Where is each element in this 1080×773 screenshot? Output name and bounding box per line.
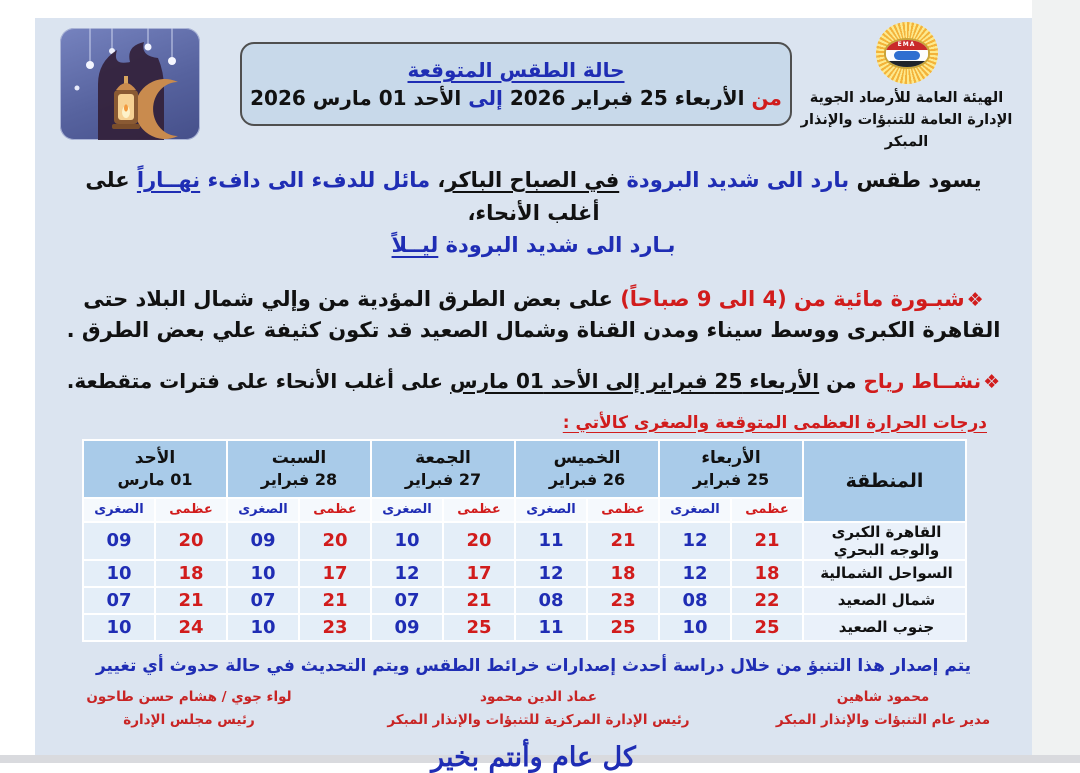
min-temp-cell: 09 bbox=[371, 614, 443, 641]
region-column-header: المنطقة bbox=[803, 440, 966, 522]
signature-block bbox=[758, 686, 1008, 732]
ramadan-lantern-image bbox=[60, 28, 200, 140]
min-temp-cell: 08 bbox=[515, 587, 587, 614]
min-temp-cell: 09 bbox=[83, 522, 155, 560]
min-temp-cell: 12 bbox=[659, 522, 731, 560]
max-temp-cell: 20 bbox=[443, 522, 515, 560]
min-label: الصغرى bbox=[227, 498, 299, 522]
day-header: الجمعة 27 فبراير bbox=[371, 440, 515, 498]
authority-line1: الهيئة العامة للأرصاد الجوية bbox=[799, 88, 1014, 110]
day-header: السبت 28 فبراير bbox=[227, 440, 371, 498]
lantern-illustration bbox=[60, 28, 200, 140]
max-label: عظمى bbox=[443, 498, 515, 522]
max-temp-cell: 20 bbox=[299, 522, 371, 560]
max-temp-cell: 25 bbox=[587, 614, 659, 641]
max-temp-cell: 18 bbox=[155, 560, 227, 587]
max-temp-cell: 21 bbox=[443, 587, 515, 614]
min-label: الصغرى bbox=[83, 498, 155, 522]
region-cell: القاهرة الكبرى والوجه البحري bbox=[803, 522, 966, 560]
page-margin-right bbox=[1032, 0, 1080, 763]
max-temp-cell: 21 bbox=[155, 587, 227, 614]
day-header: الأربعاء 25 فبراير bbox=[659, 440, 803, 498]
min-temp-cell: 11 bbox=[515, 522, 587, 560]
table-row bbox=[83, 560, 966, 587]
region-cell: جنوب الصعيد bbox=[803, 614, 966, 641]
day-header: الأحد 01 مارس bbox=[83, 440, 227, 498]
weather-bulletin bbox=[35, 18, 1032, 755]
region-cell: شمال الصعيد bbox=[803, 587, 966, 614]
max-label: عظمى bbox=[587, 498, 659, 522]
min-temp-cell: 10 bbox=[83, 614, 155, 641]
max-temp-cell: 18 bbox=[587, 560, 659, 587]
max-temp-cell: 17 bbox=[443, 560, 515, 587]
max-temp-cell: 21 bbox=[299, 587, 371, 614]
min-temp-cell: 10 bbox=[227, 560, 299, 587]
forecast-note: يتم إصدار هذا التنبؤ من خلال دراسة أحدث إصدارات خرائط الطقس ويتم التحديث في حالة حدوث أي تغيير bbox=[35, 656, 1032, 676]
signature-block bbox=[369, 686, 709, 732]
wind-warning: ❖نشــاط رياح من الأربعاء 25 فبراير إلى الأحد 01 مارس على أغلب الأنحاء على فترات متقطعة. bbox=[53, 369, 1014, 393]
max-temp-cell: 25 bbox=[443, 614, 515, 641]
signature-title: رئيس مجلس الإدارة bbox=[59, 709, 319, 732]
min-temp-cell: 08 bbox=[659, 587, 731, 614]
diamond-bullet-icon: ❖ bbox=[967, 289, 984, 311]
bulletin-date-range: من الأربعاء 25 فبراير 2026 إلى الأحد 01 مارس 2026 bbox=[250, 86, 782, 110]
max-temp-cell: 21 bbox=[587, 522, 659, 560]
signature-title: رئيس الإدارة المركزية للتنبؤات والإنذار المبكر bbox=[369, 709, 709, 732]
ema-logo bbox=[876, 22, 938, 84]
table-row bbox=[83, 522, 966, 560]
signatures bbox=[59, 686, 1008, 732]
min-temp-cell: 11 bbox=[515, 614, 587, 641]
min-temp-cell: 12 bbox=[371, 560, 443, 587]
max-temp-cell: 25 bbox=[731, 614, 803, 641]
bulletin-title: حالة الطقس المتوقعة bbox=[408, 58, 625, 82]
ema-logo-text: EMA bbox=[886, 40, 928, 50]
min-temp-cell: 10 bbox=[227, 614, 299, 641]
greeting-text: كل عام وأنتم بخير bbox=[35, 742, 1032, 773]
authority-brand bbox=[799, 22, 1014, 153]
authority-name bbox=[799, 88, 1014, 153]
min-temp-cell: 10 bbox=[371, 522, 443, 560]
max-temp-cell: 18 bbox=[731, 560, 803, 587]
temperature-table bbox=[82, 439, 967, 642]
signature-name: عماد الدين محمود bbox=[369, 686, 709, 709]
max-label: عظمى bbox=[731, 498, 803, 522]
bulletin-header bbox=[35, 18, 1032, 148]
authority-line2: الإدارة العامة للتنبؤات والإنذار المبكر bbox=[799, 110, 1014, 154]
min-temp-cell: 07 bbox=[371, 587, 443, 614]
day-header: الخميس 26 فبراير bbox=[515, 440, 659, 498]
region-cell: السواحل الشمالية bbox=[803, 560, 966, 587]
bulletin-title-box bbox=[240, 42, 792, 126]
table-row bbox=[83, 587, 966, 614]
min-temp-cell: 10 bbox=[659, 614, 731, 641]
min-label: الصغرى bbox=[371, 498, 443, 522]
fog-warning: ❖شبـورة مائية من (4 الى 9 صباحاً) على بعض الطرق المؤدية من وإلي شمال البلاد حتى القاهرة الكبرى ووسط سيناء ومدن القناة وشمال الصعيد قد تكون كثيفة علي بعض الطرق . bbox=[53, 284, 1014, 347]
min-temp-cell: 07 bbox=[83, 587, 155, 614]
cloud-icon bbox=[894, 51, 920, 60]
forecast-summary: يسود طقس بارد الى شديد البرودة في الصباح الباكر، مائل للدفء الى دافء نهــاراً على أغلب الأنحاء، بـارد الى شديد البرودة ليــلاً bbox=[75, 164, 992, 262]
min-label: الصغرى bbox=[515, 498, 587, 522]
day-header-row bbox=[83, 440, 966, 498]
max-temp-cell: 23 bbox=[587, 587, 659, 614]
table-title: درجات الحرارة العظمى المتوقعة والصغرى كالأتي : bbox=[35, 413, 987, 433]
signature-name: لواء جوي / هشام حسن طاحون bbox=[59, 686, 319, 709]
min-temp-cell: 10 bbox=[83, 560, 155, 587]
signature-name: محمود شاهين bbox=[758, 686, 1008, 709]
max-temp-cell: 21 bbox=[731, 522, 803, 560]
max-temp-cell: 23 bbox=[299, 614, 371, 641]
diamond-bullet-icon: ❖ bbox=[983, 371, 1000, 393]
min-temp-cell: 12 bbox=[659, 560, 731, 587]
ema-flag-emblem bbox=[884, 38, 930, 69]
max-label: عظمى bbox=[299, 498, 371, 522]
max-temp-cell: 20 bbox=[155, 522, 227, 560]
min-temp-cell: 12 bbox=[515, 560, 587, 587]
max-label: عظمى bbox=[155, 498, 227, 522]
min-temp-cell: 07 bbox=[227, 587, 299, 614]
max-temp-cell: 24 bbox=[155, 614, 227, 641]
signature-block bbox=[59, 686, 319, 732]
min-temp-cell: 09 bbox=[227, 522, 299, 560]
table-row bbox=[83, 614, 966, 641]
min-label: الصغرى bbox=[659, 498, 731, 522]
max-temp-cell: 22 bbox=[731, 587, 803, 614]
max-temp-cell: 17 bbox=[299, 560, 371, 587]
signature-title: مدير عام التنبؤات والإنذار المبكر bbox=[758, 709, 1008, 732]
